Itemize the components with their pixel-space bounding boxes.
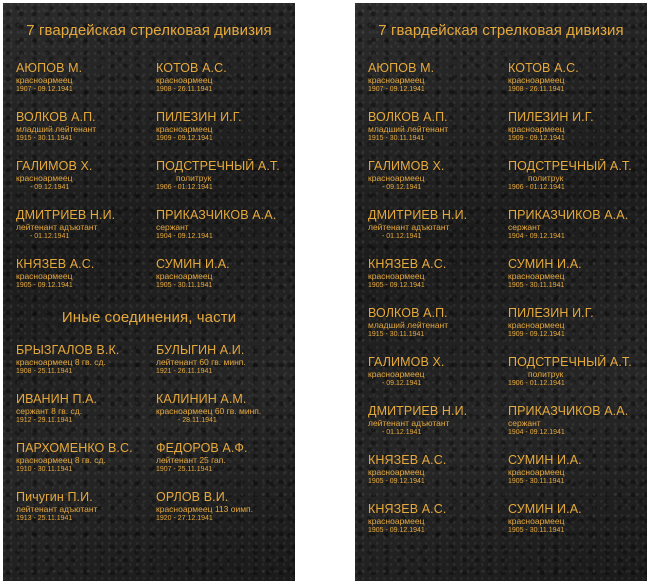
soldier-dates: 1908 - 25.11.1941	[16, 368, 73, 375]
soldier-name: ПРИКАЗЧИКОВ А.А.	[508, 404, 629, 418]
memorial-entry	[16, 392, 152, 441]
soldier-rank: красноармеец	[156, 271, 213, 281]
memorial-entry	[368, 404, 504, 453]
soldier-rank: лейтенант 25 гап.	[156, 455, 226, 465]
memorial-entry	[156, 257, 295, 306]
soldier-rank: красноармеец 8 гв. сд.	[16, 357, 106, 367]
memorial-entry	[508, 257, 647, 306]
soldier-rank: красноармеец	[16, 271, 73, 281]
soldier-dates: 1909 - 09.12.1941	[508, 331, 565, 338]
soldier-dates: 1904 - 09.12.1941	[508, 429, 565, 436]
soldier-name: ФЕДОРОВ А.Ф.	[156, 441, 248, 455]
section-title-7-guards-division: 7 гвардейская стрелковая дивизия	[26, 22, 272, 39]
name-grid-7-guards-division	[3, 61, 295, 306]
soldier-dates: 1908 - 26.11.1941	[156, 86, 213, 93]
soldier-name: СУМИН И.А.	[156, 257, 230, 271]
memorial-entry	[508, 159, 647, 208]
memorial-entry	[368, 453, 504, 502]
soldier-name: ИВАНИН П.А.	[16, 392, 98, 406]
soldier-dates: 1912 - 29.11.1941	[16, 417, 73, 424]
soldier-rank: красноармеец	[368, 173, 425, 183]
soldier-rank: красноармеец	[368, 369, 425, 379]
memorial-entry	[16, 61, 152, 110]
soldier-rank: младший лейтенант	[368, 320, 449, 330]
soldier-name: ВОЛКОВ А.П.	[368, 306, 448, 320]
soldier-name: СУМИН И.А.	[508, 502, 582, 516]
soldier-name: БРЫЗГАЛОВ В.К.	[16, 343, 120, 357]
soldier-dates: 1915 - 30.11.1941	[368, 331, 425, 338]
memorial-entry	[508, 110, 647, 159]
soldier-rank: красноармеец	[156, 75, 213, 85]
memorial-entry	[368, 257, 504, 306]
soldier-dates: 1915 - 30.11.1941	[368, 135, 425, 142]
soldier-rank: политрук	[528, 369, 564, 379]
soldier-name: ПИЛЕЗИН И.Г.	[508, 306, 594, 320]
memorial-entry	[508, 404, 647, 453]
section-title-7-guards-division: 7 гвардейская стрелковая дивизия	[378, 22, 624, 39]
memorial-entry	[16, 343, 152, 392]
soldier-name: ПОДСТРЕЧНЫЙ А.Т.	[156, 159, 280, 173]
soldier-name: ВОЛКОВ А.П.	[368, 110, 448, 124]
soldier-dates: 1909 - 09.12.1941	[508, 135, 565, 142]
soldier-name: СУМИН И.А.	[508, 257, 582, 271]
soldier-rank: красноармеец	[16, 75, 73, 85]
soldier-dates: - 28.11.1941	[178, 417, 217, 424]
memorial-entry	[16, 110, 152, 159]
soldier-name: КОТОВ А.С.	[156, 61, 227, 75]
soldier-dates: - 09.12.1941	[382, 380, 422, 387]
soldier-dates: 1905 - 30.11.1941	[508, 527, 565, 534]
soldier-dates: - 09.12.1941	[382, 184, 422, 191]
soldier-dates: 1905 - 09.12.1941	[368, 282, 425, 289]
soldier-name: АЮПОВ М.	[368, 61, 435, 75]
soldier-rank: политрук	[176, 173, 212, 183]
memorial-entry	[508, 306, 647, 355]
soldier-name: ДМИТРИЕВ Н.И.	[368, 404, 468, 418]
soldier-name: ГАЛИМОВ Х.	[368, 355, 445, 369]
soldier-name: КНЯЗЕВ А.С.	[368, 502, 447, 516]
soldier-name: ДМИТРИЕВ Н.И.	[16, 208, 116, 222]
soldier-rank: красноармеец	[508, 516, 565, 526]
memorial-entry	[368, 110, 504, 159]
soldier-rank: красноармеец	[508, 124, 565, 134]
soldier-name: СУМИН И.А.	[508, 453, 582, 467]
memorial-entry	[368, 306, 504, 355]
soldier-rank: красноармеец	[508, 75, 565, 85]
name-grid-7-guards-division	[355, 61, 647, 551]
soldier-dates: 1906 - 01.12.1941	[508, 380, 565, 387]
soldier-rank: красноармеец	[508, 271, 565, 281]
soldier-name: ПРИКАЗЧИКОВ А.А.	[508, 208, 629, 222]
soldier-dates: 1921 - 26.11.1941	[156, 368, 213, 375]
memorial-entry	[508, 208, 647, 257]
soldier-dates: 1905 - 09.12.1941	[368, 527, 425, 534]
memorial-entry	[16, 490, 152, 539]
soldier-name: ПАРХОМЕНКО В.С.	[16, 441, 133, 455]
soldier-dates: 1908 - 26.11.1941	[508, 86, 565, 93]
memorial-entry	[16, 257, 152, 306]
soldier-rank: сержант	[156, 222, 189, 232]
soldier-rank: лейтенант адъютант	[368, 222, 450, 232]
memorial-entry	[16, 208, 152, 257]
soldier-name: Пичугин П.И.	[16, 490, 93, 504]
memorial-entry	[156, 343, 295, 392]
soldier-rank: лейтенант адъютант	[368, 418, 450, 428]
soldier-rank: красноармеец 60 гв. минп.	[156, 406, 262, 416]
soldier-rank: сержант 8 гв. сд.	[16, 406, 83, 416]
soldier-dates: 1909 - 09.12.1941	[156, 135, 213, 142]
soldier-dates: 1907 - 09.12.1941	[368, 86, 425, 93]
soldier-rank: красноармеец 113 оимп.	[156, 504, 254, 514]
soldier-name: ГАЛИМОВ Х.	[368, 159, 445, 173]
soldier-dates: 1906 - 01.12.1941	[156, 184, 213, 191]
memorial-entry	[16, 159, 152, 208]
memorial-plaque-left	[3, 3, 295, 581]
soldier-rank: красноармеец	[368, 271, 425, 281]
soldier-name: ПИЛЕЗИН И.Г.	[156, 110, 242, 124]
soldier-name: ПОДСТРЕЧНЫЙ А.Т.	[508, 355, 632, 369]
soldier-name: БУЛЫГИН А.И.	[156, 343, 245, 357]
soldier-name: КНЯЗЕВ А.С.	[368, 453, 447, 467]
soldier-dates: 1904 - 09.12.1941	[508, 233, 565, 240]
soldier-rank: лейтенант 60 гв. минп.	[156, 357, 246, 367]
soldier-rank: лейтенант адъютант	[16, 504, 98, 514]
memorial-entry	[368, 502, 504, 551]
soldier-name: ПИЛЕЗИН И.Г.	[508, 110, 594, 124]
soldier-name: ГАЛИМОВ Х.	[16, 159, 93, 173]
soldier-dates: - 01.12.1941	[382, 429, 422, 436]
soldier-rank: сержант	[508, 222, 541, 232]
memorial-entry	[508, 61, 647, 110]
memorial-entry	[368, 159, 504, 208]
soldier-dates: 1913 - 25.11.1941	[16, 515, 73, 522]
soldier-name: КОТОВ А.С.	[508, 61, 579, 75]
memorial-entry	[156, 441, 295, 490]
soldier-rank: красноармеец	[368, 75, 425, 85]
soldier-name: КНЯЗЕВ А.С.	[16, 257, 95, 271]
soldier-rank: красноармеец 8 гв. сд.	[16, 455, 106, 465]
memorial-entry	[156, 159, 295, 208]
soldier-dates: 1910 - 30.11.1941	[16, 466, 73, 473]
soldier-rank: красноармеец	[368, 516, 425, 526]
memorial-entry	[508, 453, 647, 502]
memorial-entry	[508, 502, 647, 551]
soldier-rank: красноармеец	[508, 467, 565, 477]
soldier-name: ДМИТРИЕВ Н.И.	[368, 208, 468, 222]
memorial-entry	[16, 441, 152, 490]
memorial-entry	[368, 208, 504, 257]
soldier-name: ПРИКАЗЧИКОВ А.А.	[156, 208, 277, 222]
soldier-rank: красноармеец	[508, 320, 565, 330]
soldier-dates: 1906 - 01.12.1941	[508, 184, 565, 191]
soldier-rank: красноармеец	[16, 173, 73, 183]
memorial-entry	[156, 61, 295, 110]
soldier-name: ВОЛКОВ А.П.	[16, 110, 96, 124]
soldier-dates: 1915 - 30.11.1941	[16, 135, 73, 142]
soldier-dates: 1905 - 30.11.1941	[508, 478, 565, 485]
section-title-other-units: Иные соединения, части	[61, 309, 237, 326]
soldier-dates: 1907 - 25.11.1941	[156, 466, 213, 473]
soldier-dates: 1904 - 09.12.1941	[156, 233, 213, 240]
soldier-rank: младший лейтенант	[16, 124, 97, 134]
soldier-dates: 1907 - 09.12.1941	[16, 86, 73, 93]
soldier-dates: 1905 - 09.12.1941	[368, 478, 425, 485]
soldier-dates: - 01.12.1941	[30, 233, 70, 240]
soldier-rank: красноармеец	[156, 124, 213, 134]
soldier-rank: красноармеец	[368, 467, 425, 477]
memorial-plaque-right	[355, 3, 647, 581]
soldier-dates: - 09.12.1941	[30, 184, 70, 191]
memorial-entry	[156, 392, 295, 441]
soldier-dates: 1905 - 09.12.1941	[16, 282, 73, 289]
memorial-entry	[156, 208, 295, 257]
soldier-name: ПОДСТРЕЧНЫЙ А.Т.	[508, 159, 632, 173]
soldier-name: КНЯЗЕВ А.С.	[368, 257, 447, 271]
memorial-entry	[508, 355, 647, 404]
soldier-dates: 1920 - 27.12.1941	[156, 515, 213, 522]
soldier-rank: политрук	[528, 173, 564, 183]
soldier-dates: 1905 - 30.11.1941	[508, 282, 565, 289]
soldier-dates: - 01.12.1941	[382, 233, 422, 240]
soldier-name: АЮПОВ М.	[16, 61, 83, 75]
memorial-entry	[368, 355, 504, 404]
memorial-entry	[156, 490, 295, 539]
soldier-name: ОРЛОВ В.И.	[156, 490, 229, 504]
name-grid-other-units	[3, 343, 295, 539]
soldier-rank: сержант	[508, 418, 541, 428]
soldier-dates: 1905 - 30.11.1941	[156, 282, 213, 289]
soldier-name: КАЛИНИН А.М.	[156, 392, 247, 406]
soldier-rank: младший лейтенант	[368, 124, 449, 134]
memorial-entry	[156, 110, 295, 159]
memorial-entry	[368, 61, 504, 110]
soldier-rank: лейтенант адъютант	[16, 222, 98, 232]
